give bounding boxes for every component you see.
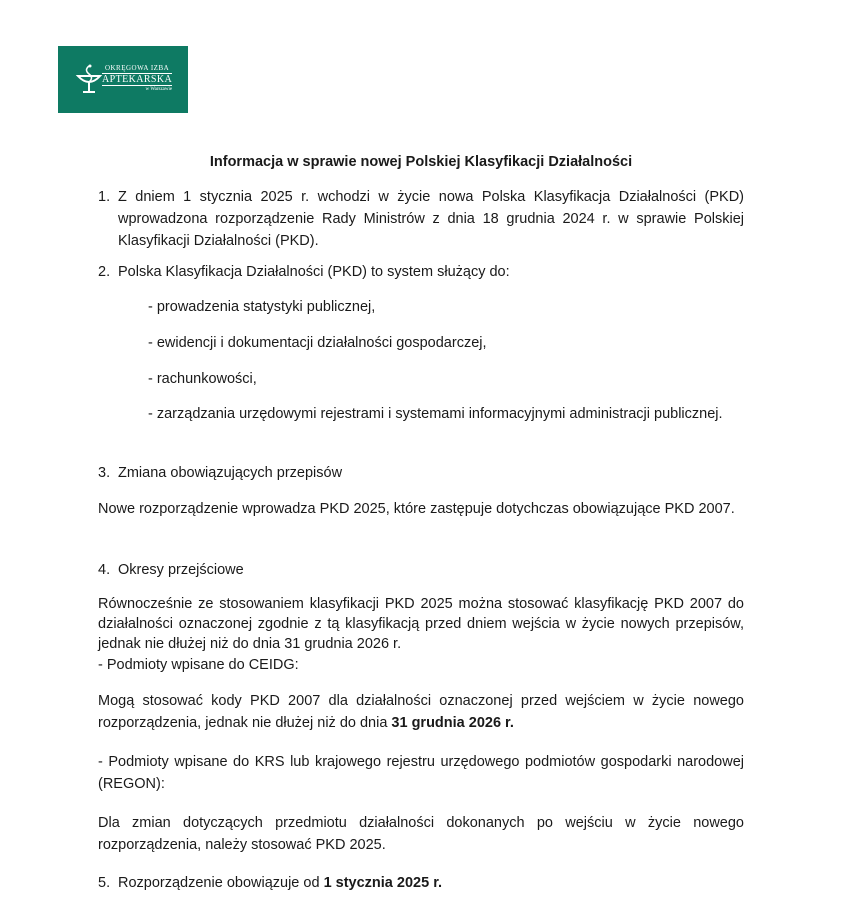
item-4-heading: Okresy przejściowe [118,562,244,578]
item-4-number: 4. [98,562,111,578]
chamber-logo [58,46,188,113]
item-2-bullet: - ewidencji i dokumentacji działalności gospodarczej, [148,335,487,351]
item-4-text: Równocześnie ze stosowaniem klasyfikacji PKD 2025 można stosować klasyfikację PKD 2007 do działalności oznaczonej zgodnie z tą klasyfikacją przed dniem wejścia w życie nowych przepisów, jednak nie dłużej niż do dnia 31 grudnia 2026 r. [98,596,744,652]
item-2-bullet: - prowadzenia statystyki publicznej, [148,299,376,315]
ceidg-label: - Podmioty wpisane do CEIDG: [98,657,299,673]
item-1-text: Z dniem 1 stycznia 2025 r. wchodzi w życie nowa Polska Klasyfikacja Działalności (PKD) wprowadzona rozporządzenie Rady Ministrów z dnia 18 grudnia 2024 r. w sprawie Polskiej Klasyfikacji Działalności (PKD). [118,189,744,249]
item-3-heading: Zmiana obowiązujących przepisów [118,465,343,481]
item-5-number: 5. [98,875,111,891]
item-2-bullet: - rachunkowości, [148,371,257,387]
item-2-text: Polska Klasyfikacja Działalności (PKD) to system służący do: [118,264,510,280]
ceidg-text [98,690,744,734]
logo-line-1: OKRĘGOWA IZBA [104,64,170,72]
document-title: Informacja w sprawie nowej Polskiej Klasyfikacji Działalności [209,154,633,170]
ceidg-text-body: Mogą stosować kody PKD 2007 dla działalności oznaczonej przed wejściem w życie nowego rozporządzenia, jednak nie dłużej niż do dnia [98,693,744,731]
item-3-number: 3. [98,465,111,481]
logo-text [102,63,172,94]
item-1-number: 1. [98,189,111,205]
logo-line-3: w Warszawie [145,87,173,92]
item-2-number: 2. [98,264,111,280]
item-2-bullet: - zarządzania urzędowymi rejestrami i systemami informacyjnymi administracji publicznej. [148,406,723,422]
item-3-text: Nowe rozporządzenie wprowadza PKD 2025, które zastępuje dotychczas obowiązujące PKD 2007. [98,501,735,517]
item-5-text-body: Rozporządzenie obowiązuje od [118,875,324,891]
effective-date: 1 stycznia 2025 r. [323,875,443,891]
krs-text: Dla zmian dotyczących przedmiotu działalności dokonanych po wejściu w życie nowego rozporządzenia, należy stosować PKD 2025. [98,815,744,853]
logo-line-2: APTEKARSKA [102,74,173,85]
item-5-text [118,872,744,894]
krs-label: - Podmioty wpisane do KRS lub krajowego rejestru urzędowego podmiotów gospodarki narodowej (REGON): [98,754,744,792]
caduceus-bowl-icon [74,62,104,96]
ceidg-deadline: 31 grudnia 2026 r. [391,715,514,731]
